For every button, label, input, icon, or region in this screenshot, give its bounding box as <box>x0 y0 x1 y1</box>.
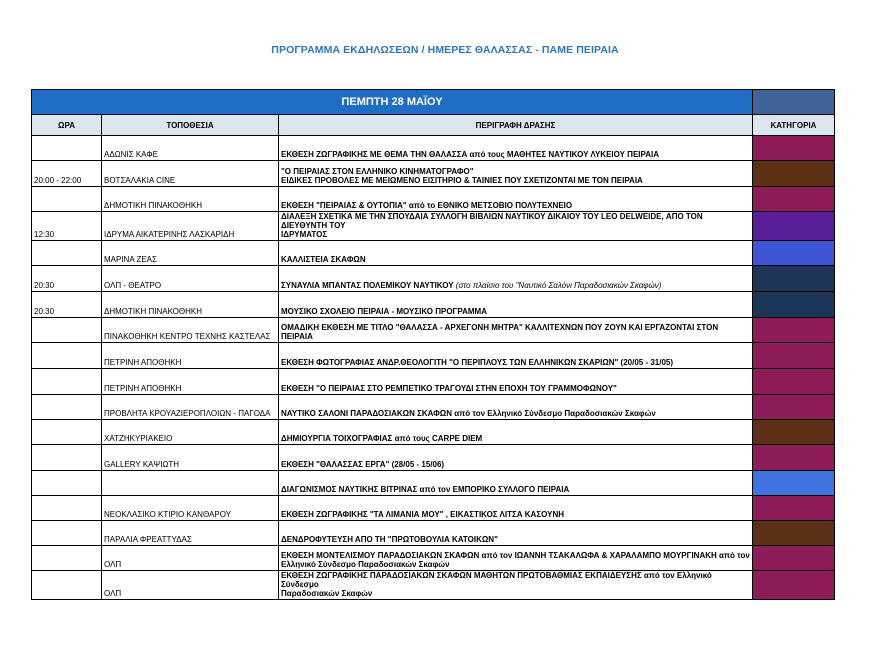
column-header-row <box>32 115 835 136</box>
cell-location: GALLERY ΚΑΨΙΩΤΗ <box>102 445 279 471</box>
cell-location: ΙΔΡΥΜΑ ΑΙΚΑΤΕΡΙΝΗΣ ΛΑΣΚΑΡΙΔΗ <box>102 212 279 241</box>
cell-category-color <box>753 496 835 521</box>
table-row <box>32 521 835 546</box>
cell-category-color <box>753 343 835 369</box>
column-header-time: ΩΡΑ <box>32 115 102 136</box>
column-header-description: ΠΕΡΙΓΡΑΦΗ ΔΡΑΣΗΣ <box>279 115 753 136</box>
description-line: ΔΙΑΛΕΞΗ ΣΧΕΤΙΚΑ ΜΕ ΤΗΝ ΣΠΟΥΔΑΙΑ ΣΥΛΛΟΓΗ ΒΙΒΛΙΩΝ ΝΑΥΤΙΚΟΥ ΔΙΚΑΙΟΥ TOY LEO DELWEIDE, ΑΠΟ ΤΟΝ ΔΙΕΥΘΥΝΤΗ ΤΟΥ <box>281 212 703 230</box>
description-line-2: Παραδοσιακών Σκαφών <box>281 589 373 598</box>
cell-time <box>32 343 102 369</box>
cell-time <box>32 471 102 496</box>
description-line: ΕΚΘΕΣΗ "ΘΑΛΑΣΣΑΣ ΕΡΓΑ" (28/05 - 15/06) <box>281 460 445 469</box>
cell-category-color <box>753 292 835 318</box>
description-line-2: Ελληνικό Σύνδεσμο Παραδοσιακών Σκαφών <box>281 560 450 569</box>
description-line: "Ο ΠΕΙΡΑΙΑΣ ΣΤΟΝ ΕΛΛΗΝΙΚΟ ΚΙΝΗΜΑΤΟΓΡΑΦΟ" <box>281 167 474 176</box>
table-row <box>32 266 835 292</box>
page-title: ΠΡΟΓΡΑΜΜΑ ΕΚΔΗΛΩΣΕΩΝ / ΗΜΕΡΕΣ ΘΑΛΑΣΣΑΣ - ΠΑΜΕ ΠΕΙΡΑΙΑ <box>271 44 619 56</box>
table-row <box>32 546 835 571</box>
description-line: ΕΚΘΕΣΗ ΖΩΓΡΑΦΙΚΗΣ ΜΕ ΘΕΜΑ ΤΗΝ ΘΑΛΑΣΣΑ από τους ΜΑΘΗΤΕΣ ΝΑΥΤΙΚΟΥ ΛΥΚΕΙΟΥ ΠΕΙΡΑΙΑ <box>281 150 660 159</box>
cell-category-color <box>753 395 835 420</box>
cell-time <box>32 241 102 266</box>
cell-location: ΠΑΡΑΛΙΑ ΦΡΕΑΤΤΥΔΑΣ <box>102 521 279 546</box>
cell-category-color <box>753 318 835 343</box>
cell-description <box>279 212 753 241</box>
table-row <box>32 136 835 161</box>
cell-category-color <box>753 571 835 600</box>
table-row <box>32 241 835 266</box>
cell-category-color <box>753 521 835 546</box>
cell-description <box>279 318 753 343</box>
cell-location: ΠΙΝΑΚΟΘΗΚΗ ΚΕΝΤΡΟ ΤΕΧΝΗΣ ΚΑΣΤΕΛΑΣ <box>102 318 279 343</box>
cell-category-color <box>753 241 835 266</box>
cell-category-color <box>753 420 835 445</box>
cell-location: ΔΗΜΟΤΙΚΗ ΠΙΝΑΚΟΘΗΚΗ <box>102 292 279 318</box>
cell-category-color <box>753 136 835 161</box>
cell-description <box>279 369 753 395</box>
cell-location: ΒΟΤΣΑΛΑΚΙΑ CINE <box>102 161 279 187</box>
description-line: ΕΚΘΕΣΗ ΖΩΓΡΑΦΙΚΗΣ ΠΑΡΑΔΟΣΙΑΚΩΝ ΣΚΑΦΩΝ ΜΑΘΗΤΩΝ ΠΡΩΤΟΒΑΘΜΙΑΣ ΕΚΠΑΙΔΕΥΣΗΣ από τον Ελληνικό Σύνδεσμο <box>281 571 712 589</box>
table-row <box>32 420 835 445</box>
cell-description <box>279 546 753 571</box>
table-row <box>32 395 835 420</box>
events-table <box>31 89 835 600</box>
cell-description <box>279 471 753 496</box>
cell-location: ΠΕΤΡΙΝΗ ΑΠΟΘΗΚΗ <box>102 343 279 369</box>
description-line: ΕΚΘΕΣΗ ΦΩΤΟΓΡΑΦΙΑΣ ΑΝΔΡ.ΘΕΟΛΟΓΙΤΗ "Ο ΠΕΡΙΠΛΟΥΣ ΤΩΝ ΕΛΛΗΝΙΚΩΝ ΣΚΑΡΙΩΝ" (20/05 - 31/05) <box>281 358 674 367</box>
cell-category-color <box>753 161 835 187</box>
description-line: ΚΑΛΛΙΣΤΕΙΑ ΣΚΑΦΩΝ <box>281 255 366 264</box>
cell-time: 20:30 <box>32 292 102 318</box>
cell-time <box>32 369 102 395</box>
cell-location: ΟΛΠ <box>102 571 279 600</box>
cell-description <box>279 445 753 471</box>
cell-category-color <box>753 266 835 292</box>
table-row <box>32 318 835 343</box>
description-line: ΕΚΘΕΣΗ ΜΟΝΤΕΛΙΣΜΟΥ ΠΑΡΑΔΟΣΙΑΚΩΝ ΣΚΑΦΩΝ από τον ΙΩΑΝΝΗ ΤΣΑΚΑΛΩΦΑ & ΧΑΡΑΛΑΜΠΟ ΜΟΥΡΓΙΝΑΚΗ από τον <box>281 551 750 560</box>
cell-time <box>32 187 102 212</box>
table-body <box>32 136 835 600</box>
column-header-location: ΤΟΠΟΘΕΣΙΑ <box>102 115 279 136</box>
cell-location <box>102 471 279 496</box>
cell-description <box>279 395 753 420</box>
cell-category-color <box>753 187 835 212</box>
cell-description <box>279 496 753 521</box>
cell-location: ΝΕΟΚΛΑΣΙΚΟ ΚΤΙΡΙΟ ΚΑΝΘΑΡΟΥ <box>102 496 279 521</box>
description-line: ΔΗΜΙΟΥΡΓΙΑ ΤΟΙΧΟΓΡΑΦΙΑΣ από τους CARPE DIEM <box>281 434 483 443</box>
description-line: ΕΚΘΕΣΗ "Ο ΠΕΙΡΑΙΑΣ ΣΤΟ ΡΕΜΠΕΤΙΚΟ ΤΡΑΓΟΥΔΙ ΣΤΗΝ ΕΠΟΧΗ ΤΟΥ ΓΡΑΜΜΟΦΩΝΟΥ" <box>281 384 617 393</box>
cell-location: ΜΑΡΙΝΑ ΖΕΑΣ <box>102 241 279 266</box>
cell-description <box>279 343 753 369</box>
cell-time <box>32 395 102 420</box>
description-note: (στο πλαίσιο του "Ναυτικό Σαλόνι Παραδοσιακών Σκαφών) <box>453 281 662 290</box>
cell-location: ΠΕΤΡΙΝΗ ΑΠΟΘΗΚΗ <box>102 369 279 395</box>
description-line: ΜΟΥΣΙΚΟ ΣΧΟΛΕΙΟ ΠΕΙΡΑΙΑ - ΜΟΥΣΙΚΟ ΠΡΟΓΡΑΜΜΑ <box>281 307 487 316</box>
table-row <box>32 161 835 187</box>
cell-time: 12:30 <box>32 212 102 241</box>
cell-location: ΟΛΠ - ΘΕΑΤΡΟ <box>102 266 279 292</box>
cell-location: ΔΗΜΟΤΙΚΗ ΠΙΝΑΚΟΘΗΚΗ <box>102 187 279 212</box>
cell-description <box>279 266 753 292</box>
cell-time <box>32 420 102 445</box>
cell-category-color <box>753 445 835 471</box>
cell-description <box>279 420 753 445</box>
day-heading: ΠΕΜΠΤΗ 28 ΜΑΪΟΥ <box>32 90 753 115</box>
cell-time <box>32 445 102 471</box>
cell-time <box>32 496 102 521</box>
description-line: ΝΑΥΤΙΚΟ ΣΑΛΟΝΙ ΠΑΡΑΔΟΣΙΑΚΩΝ ΣΚΑΦΩΝ από τον Ελληνικό Σύνδεσμο Παραδοσιακών Σκαφών <box>281 409 656 418</box>
description-line: ΔΕΝΔΡΟΦΥΤΕΥΣΗ ΑΠΟ ΤΗ "ΠΡΩΤΟΒΟΥΛΙΑ ΚΑΤΟΙΚΩΝ" <box>281 535 498 544</box>
cell-description <box>279 161 753 187</box>
description-line: ΕΚΘΕΣΗ "ΠΕΙΡΑΙΑΣ & ΟΥΤΟΠΙΑ" από το ΕΘΝΙΚΟ ΜΕΤΣΟΒΙΟ ΠΟΛΥΤΕΧΝΕΙΟ <box>281 201 573 210</box>
cell-category-color <box>753 546 835 571</box>
cell-time <box>32 136 102 161</box>
cell-time <box>32 546 102 571</box>
table-row <box>32 187 835 212</box>
day-heading-corner <box>753 90 835 115</box>
cell-location: ΑΔΩΝΙΣ ΚΑΦΕ <box>102 136 279 161</box>
description-line: ΕΚΘΕΣΗ ΖΩΓΡΑΦΙΚΗΣ "ΤΑ ΛΙΜΑΝΙΑ ΜΟΥ" , ΕΙΚΑΣΤΙΚΟΣ ΛΙΤΣΑ ΚΑΣΟΥΝΗ <box>281 510 565 519</box>
table-row <box>32 571 835 600</box>
cell-time <box>32 521 102 546</box>
cell-description <box>279 136 753 161</box>
description-line: ΔΙΑΓΩΝΙΣΜΟΣ ΝΑΥΤΙΚΗΣ ΒΙΤΡΙΝΑΣ από τον ΕΜΠΟΡΙΚΟ ΣΥΛΛΟΓΟ ΠΕΙΡΑΙΑ <box>281 485 570 494</box>
cell-location: ΠΡΟΒΛΗΤΑ ΚΡΟΥΑΖΙΕΡΟΠΛΟΙΩΝ - ΠΑΓΟΔΑ <box>102 395 279 420</box>
table-row <box>32 445 835 471</box>
description-line-2: ΕΙΔΙΚΕΣ ΠΡΟΒΟΛΕΣ ΜΕ ΜΕΙΩΜΕΝΟ ΕΙΣΙΤΗΡΙΟ & ΤΑΙΝΙΕΣ ΠΟΥ ΣΧΕΤΙΖΟΝΤΑΙ ΜΕ ΤΟΝ ΠΕΙΡΑΙΑ <box>281 176 643 185</box>
cell-description <box>279 241 753 266</box>
description-line: ΣΥΝΑΥΛΙΑ ΜΠΑΝΤΑΣ ΠΟΛΕΜΙΚΟΥ ΝΑΥΤΙΚΟΥ (στο πλαίσιο του "Ναυτικό Σαλόνι Παραδοσιακών Σκαφών) <box>281 281 662 290</box>
cell-time <box>32 571 102 600</box>
cell-location: ΧΑΤΖΗΚΥΡΙΑΚΕΙΟ <box>102 420 279 445</box>
table-row <box>32 212 835 241</box>
column-header-category: ΚΑΤΗΓΟΡΙΑ <box>753 115 835 136</box>
cell-category-color <box>753 369 835 395</box>
cell-category-color <box>753 471 835 496</box>
cell-category-color <box>753 212 835 241</box>
description-line-2: ΙΔΡΥΜΑΤΟΣ <box>281 230 328 239</box>
table-row <box>32 369 835 395</box>
cell-description <box>279 292 753 318</box>
cell-time: 20:30 <box>32 266 102 292</box>
cell-description <box>279 571 753 600</box>
table-row <box>32 292 835 318</box>
table-row <box>32 343 835 369</box>
description-line: ΟΜΑΔΙΚΗ ΕΚΘΕΣΗ ΜΕ ΤΙΤΛΟ "ΘΑΛΑΣΣΑ - ΑΡΧΕΓΟΝΗ ΜΗΤΡΑ" ΚΑΛΛΙΤΕΧΝΩΝ ΠΟΥ ΖΟΥΝ ΚΑΙ ΕΡΓΑΖΟΝΤΑΙ ΣΤΟΝ ΠΕΙΡΑΙΑ <box>281 323 719 341</box>
cell-location: ΟΛΠ <box>102 546 279 571</box>
cell-time: 20:00 - 22:00 <box>32 161 102 187</box>
table-row <box>32 471 835 496</box>
cell-description <box>279 521 753 546</box>
table-row <box>32 496 835 521</box>
cell-description <box>279 187 753 212</box>
cell-time <box>32 318 102 343</box>
